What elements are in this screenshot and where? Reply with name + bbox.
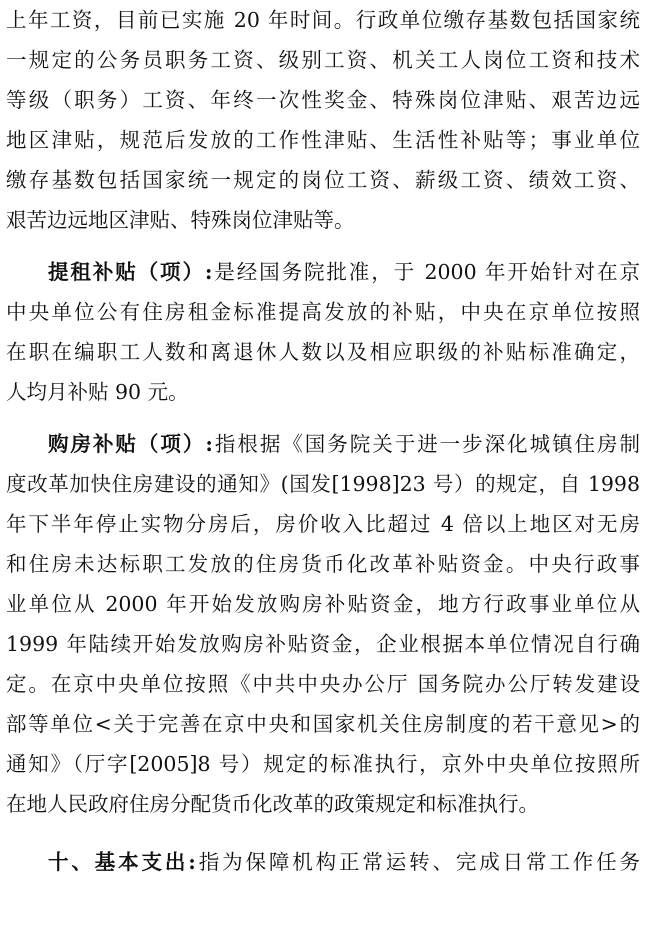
- paragraph-line: 艰苦边远地区津贴、特殊岗位津贴等。: [6, 208, 355, 232]
- paragraph-line: 在职在编职工人数和离退休人数以及相应职级的补贴标准确定，: [6, 340, 640, 364]
- paragraph-line: 部等单位<关于完善在京中央和国家机关住房制度的若干意见>的: [6, 712, 640, 736]
- paragraph-line: 中央单位公有住房租金标准提高发放的补贴，中央在京单位按照: [6, 300, 640, 324]
- paragraph-line: 和住房未达标职工发放的住房货币化改革补贴资金。中央行政事: [6, 552, 640, 576]
- paragraph-first-line: [48, 252, 640, 292]
- paragraph-line: 年下半年停止实物分房后，房价收入比超过 4 倍以上地区对无房: [6, 512, 640, 536]
- section-heading: 购房补贴（项）:: [48, 432, 213, 456]
- paragraph-line: 一规定的公务员职务工资、级别工资、机关工人岗位工资和技术: [6, 48, 640, 72]
- paragraph-line: 业单位从 2000 年开始发放购房补贴资金，地方行政事业单位从: [6, 592, 640, 616]
- paragraph-line: 地区津贴，规范后发放的工作性津贴、生活性补贴等；事业单位: [6, 128, 640, 152]
- paragraph-line: 1999 年陆续开始发放购房补贴资金，企业根据本单位情况自行确: [6, 632, 640, 656]
- paragraph-line: 缴存基数包括国家统一规定的岗位工资、薪级工资、绩效工资、: [6, 168, 640, 192]
- paragraph-first-line: [48, 842, 640, 882]
- paragraph-line: 在地人民政府住房分配货币化改革的政策规定和标准执行。: [6, 792, 539, 816]
- paragraph-line: 度改革加快住房建设的通知》(国发[1998]23 号）的规定，自 1998: [6, 472, 640, 496]
- paragraph-line: 定。在京中央单位按照《中共中央办公厅 国务院办公厅转发建设: [6, 672, 640, 696]
- paragraph-line: 人均月补贴 90 元。: [6, 380, 189, 404]
- paragraph-line: 等级（职务）工资、年终一次性奖金、特殊岗位津贴、艰苦边远: [6, 88, 640, 112]
- paragraph-text: 指为保障机构正常运转、完成日常工作任务: [195, 850, 641, 874]
- paragraph-first-line: [48, 424, 640, 464]
- section-heading: 十、基本支出:: [48, 850, 196, 874]
- section-heading: 提租补贴（项）:: [48, 260, 213, 284]
- paragraph-text: 是经国务院批准，于 2000 年开始针对在京: [212, 260, 640, 284]
- paragraph-line: 上年工资，目前已实施 20 年时间。行政单位缴存基数包括国家统: [6, 8, 640, 32]
- paragraph-text: 指根据《国务院关于进一步深化城镇住房制: [212, 432, 640, 456]
- paragraph-line: 通知》（厅字[2005]8 号）规定的标准执行，京外中央单位按照所: [6, 752, 640, 776]
